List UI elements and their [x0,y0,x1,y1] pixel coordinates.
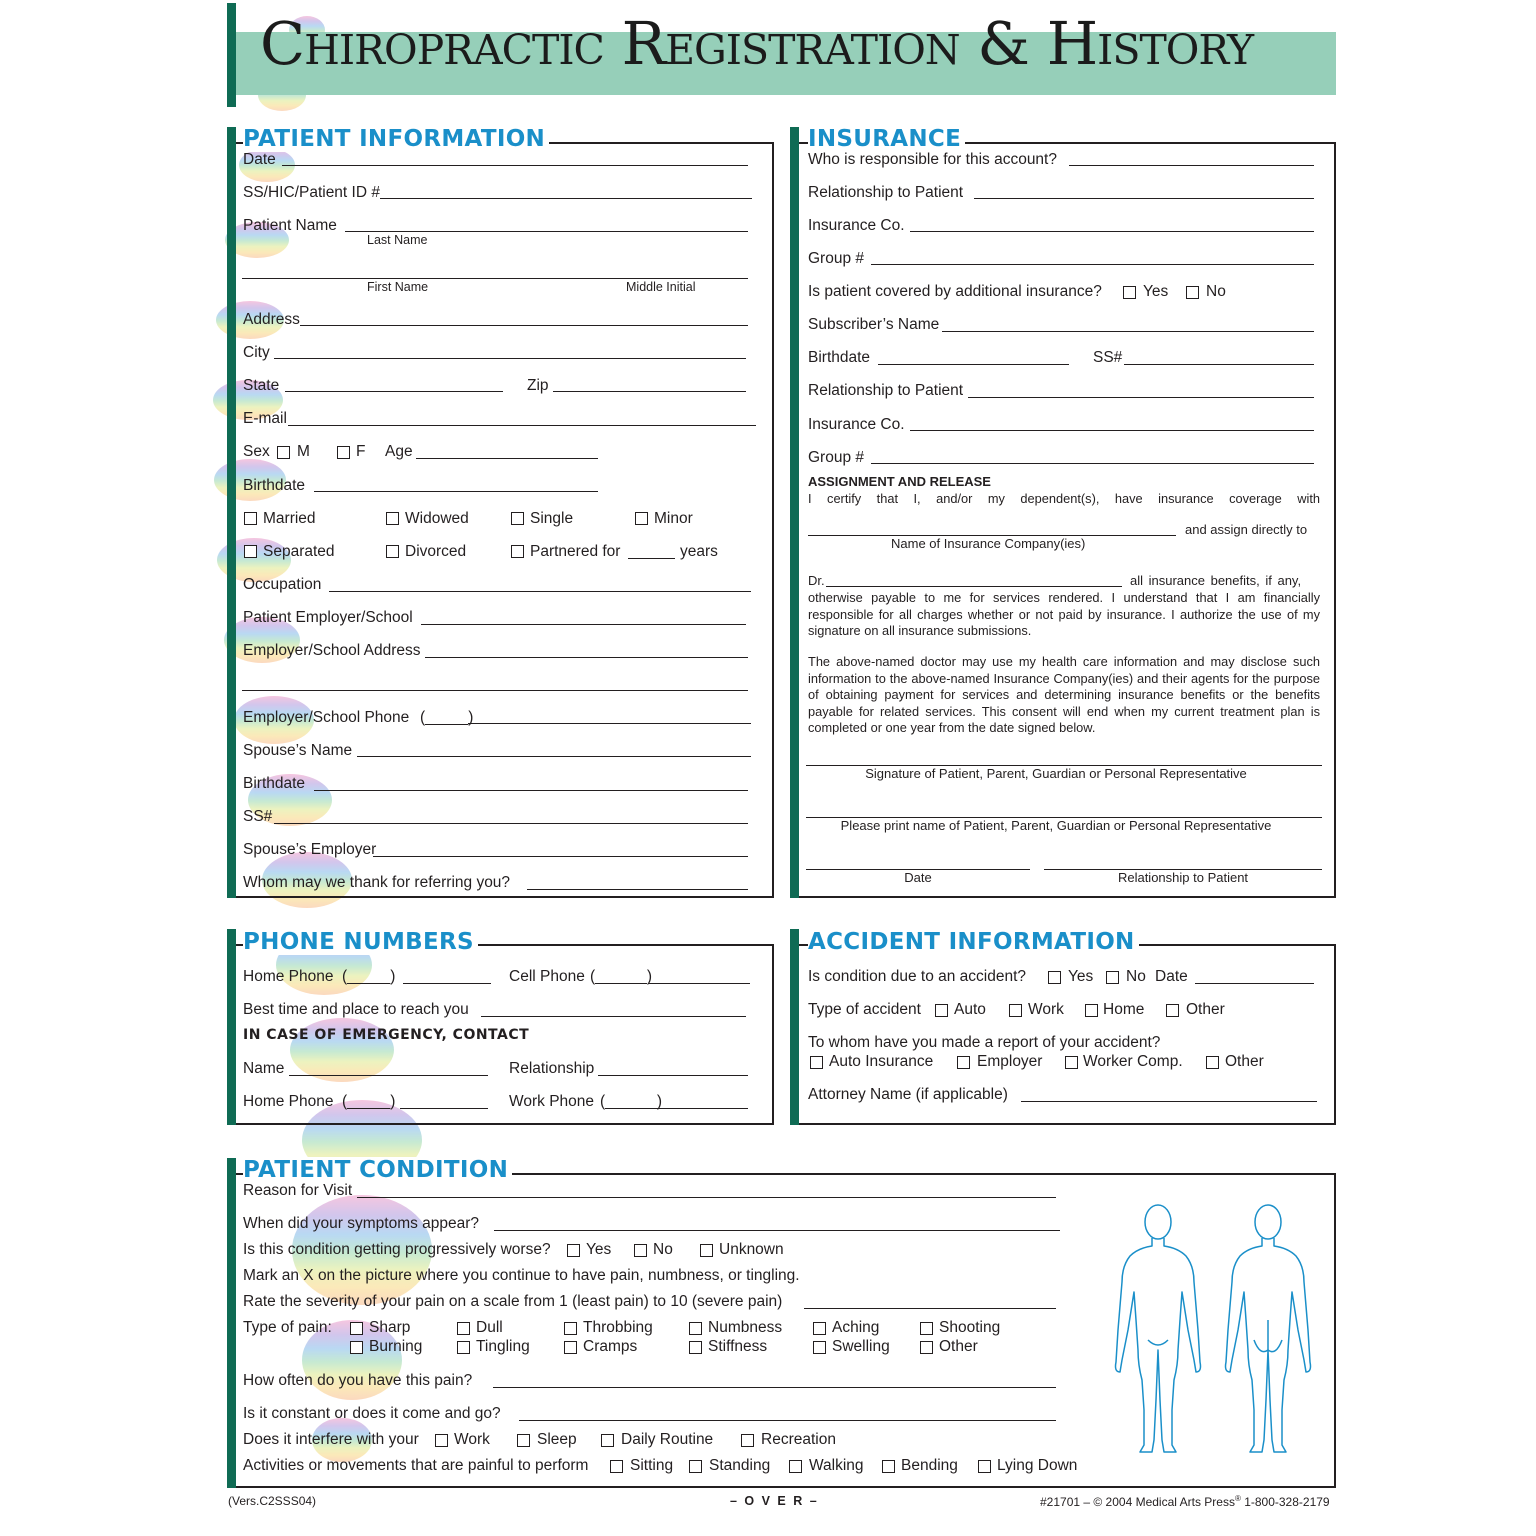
constant-field[interactable] [519,1420,1056,1421]
separated-checkbox[interactable] [244,545,257,558]
pain-tingling-label: Tingling [476,1338,530,1355]
referral-field[interactable] [527,889,748,890]
employer-phone-paren: (_____) [420,709,474,726]
spouse-birthdate-label: Birthdate [243,775,306,792]
pain-tingling-checkbox[interactable] [457,1341,470,1354]
ins-relationship2-field[interactable] [968,397,1314,398]
pain-burning-checkbox[interactable] [350,1341,363,1354]
accident-auto-label: Auto [954,1001,986,1018]
signature-caption: Signature of Patient, Parent, Guardian or Personal Representative [865,766,1247,781]
cell-phone-field[interactable] [648,983,750,984]
benefits-tail-text: all insurance benefits, if any, [1130,573,1302,588]
patient-info-heading: PATIENT INFORMATION [243,126,549,152]
painful-walking-label: Walking [809,1457,864,1474]
additional-yes-label: Yes [1143,283,1169,300]
first-name-field[interactable] [242,278,748,279]
worse-no-checkbox[interactable] [634,1244,647,1257]
report-other-label: Other [1225,1053,1264,1070]
pain-aching-checkbox[interactable] [813,1322,826,1335]
middle-initial-caption: Middle Initial [626,280,696,294]
painful-standing-label: Standing [709,1457,771,1474]
pain-sharp-checkbox[interactable] [350,1322,363,1335]
mark-x-instruction: Mark an X on the picture where you continue to have pain, numbness, or tingling. [243,1267,800,1284]
group-label: Group # [808,250,865,267]
employer-address-field-2[interactable] [242,690,748,691]
how-often-field[interactable] [493,1387,1056,1388]
emergency-work-phone-field[interactable] [656,1108,748,1109]
spouse-birthdate-field[interactable] [314,790,748,791]
minor-checkbox[interactable] [635,512,648,525]
painful-sitting-checkbox[interactable] [610,1460,623,1473]
interfere-recreation-label: Recreation [761,1431,836,1448]
birthdate-label: Birthdate [243,477,306,494]
worse-unknown-checkbox[interactable] [700,1244,713,1257]
report-other-checkbox[interactable] [1206,1056,1219,1069]
rate-label: Rate the severity of your pain on a scale from 1 (least pain) to 10 (severe pain) [243,1293,783,1310]
additional-insurance-label: Is patient covered by additional insurance? [808,283,1102,300]
address-label: Address [243,311,300,328]
ins-relationship-label: Relationship to Patient [808,184,964,201]
insurance-co2-label: Insurance Co. [808,416,905,433]
zip-label: Zip [527,377,549,394]
sign-date-caption: Date [904,870,932,885]
partnered-label: Partnered for [530,543,621,560]
interfere-work-label: Work [454,1431,490,1448]
date-label: Date [243,151,276,168]
reason-field[interactable] [357,1197,1056,1198]
ins-birthdate-label: Birthdate [808,349,871,366]
insurance-bar [790,127,799,898]
pain-swelling-label: Swelling [832,1338,890,1355]
ss-id-field[interactable] [380,198,752,199]
accident-work-checkbox[interactable] [1009,1004,1022,1017]
accident-auto-checkbox[interactable] [935,1004,948,1017]
painful-bending-checkbox[interactable] [882,1460,895,1473]
painful-lying-down-checkbox[interactable] [978,1460,991,1473]
body-front-diagram[interactable] [1108,1200,1208,1460]
worse-yes-checkbox[interactable] [567,1244,580,1257]
pain-shooting-checkbox[interactable] [920,1322,933,1335]
spouse-name-label: Spouse’s Name [243,742,353,759]
emergency-home-paren: (_____) [342,1093,396,1110]
doctor-name-field[interactable] [826,586,1122,587]
email-field[interactable] [288,425,756,426]
pain-numbness-checkbox[interactable] [689,1322,702,1335]
partnered-years-field[interactable] [628,558,675,559]
emergency-work-paren: (______) [600,1093,663,1110]
pain-dull-label: Dull [476,1319,503,1336]
interfere-sleep-checkbox[interactable] [517,1434,530,1447]
painful-label: Activities or movements that are painful to perform [243,1457,589,1474]
spouse-ss-field[interactable] [274,823,748,824]
pain-aching-label: Aching [832,1319,880,1336]
emergency-work-phone-label: Work Phone [509,1093,595,1110]
state-field[interactable] [285,391,503,392]
report-worker-comp-checkbox[interactable] [1065,1056,1078,1069]
accident-yes-checkbox[interactable] [1048,971,1061,984]
attorney-label: Attorney Name (if applicable) [808,1086,1008,1103]
worse-unknown-label: Unknown [719,1241,784,1258]
pain-cramps-label: Cramps [583,1338,638,1355]
single-checkbox[interactable] [511,512,524,525]
pain-other-checkbox[interactable] [920,1341,933,1354]
report-worker-comp-label: Worker Comp. [1083,1053,1183,1070]
accident-heading: ACCIDENT INFORMATION [808,929,1139,955]
report-label: To whom have you made a report of your accident? [808,1034,1161,1051]
employer-field[interactable] [421,624,746,625]
widowed-checkbox[interactable] [386,512,399,525]
age-label: Age [385,443,413,460]
certify-text: I certify that I, and/or my dependent(s), have insurance coverage with [808,491,1320,506]
interfere-recreation-checkbox[interactable] [741,1434,754,1447]
city-label: City [243,344,270,361]
sex-f-label: F [356,443,366,460]
financial-responsibility-text: otherwise payable to me for services rendered. I understand that I am financially responsible for all charges whether or not paid by insurance. I authorize the use of my signature on all insurance submissions. [808,590,1320,639]
patient-name-label: Patient Name [243,217,337,234]
accident-other-label: Other [1186,1001,1225,1018]
report-auto-insurance-label: Auto Insurance [829,1053,934,1070]
occupation-label: Occupation [243,576,322,593]
print-name-caption: Please print name of Patient, Parent, Guardian or Personal Representative [840,818,1272,833]
employer-label: Patient Employer/School [243,609,413,626]
page-title: Chiropractic Registration & History [260,9,1254,78]
city-field[interactable] [274,358,746,359]
report-employer-checkbox[interactable] [957,1056,970,1069]
accident-home-checkbox[interactable] [1085,1004,1098,1017]
body-back-diagram[interactable] [1218,1200,1318,1460]
symptoms-label: When did your symptoms appear? [243,1215,480,1232]
title-bar-accent [227,3,236,107]
accident-home-label: Home [1103,1001,1145,1018]
dr-label: Dr. [808,573,825,588]
over-text: – O V E R – [730,1494,819,1508]
ins-birthdate-field[interactable] [878,364,1069,365]
additional-no-label: No [1206,283,1226,300]
painful-sitting-label: Sitting [630,1457,674,1474]
version-text: (Vers.C2SSS04) [228,1494,317,1508]
interfere-daily-routine-label: Daily Routine [621,1431,714,1448]
sex-label: Sex [243,443,270,460]
group2-field[interactable] [871,463,1314,464]
ins-relationship2-label: Relationship to Patient [808,382,964,399]
accident-work-label: Work [1028,1001,1064,1018]
ins-ss-field[interactable] [1124,364,1314,365]
attorney-field[interactable] [1021,1101,1317,1102]
group-field[interactable] [871,264,1314,265]
worse-label: Is this condition getting progressively worse? [243,1241,551,1258]
worse-yes-label: Yes [586,1241,612,1258]
married-checkbox[interactable] [244,512,257,525]
single-label: Single [530,510,574,527]
interfere-sleep-label: Sleep [537,1431,577,1448]
emergency-relationship-label: Relationship [509,1060,595,1077]
last-name-caption: Last Name [367,233,428,247]
birthdate-field[interactable] [314,491,598,492]
assign-directly-text: and assign directly to [1185,522,1308,537]
insurance-co-field[interactable] [910,231,1314,232]
additional-no-checkbox[interactable] [1186,286,1199,299]
pain-burning-label: Burning [369,1338,423,1355]
home-phone-paren: (_____) [342,968,396,985]
spouse-employer-label: Spouse’s Employer [243,841,377,858]
painful-lying-down-label: Lying Down [997,1457,1078,1474]
sex-m-label: M [297,443,310,460]
registered-mark: ® [1234,1494,1241,1503]
consent-text: The above-named doctor may use my health care information and may disclose such information to the above-named Insurance Company(ies) and their agents for the purpose of obtaining payment for services and determining insurance benefits or the benefits payable for related services. This consent will end when my current treatment plan is completed or one year from the date signed below. [808,654,1320,736]
spouse-employer-field[interactable] [373,856,748,857]
interfere-daily-routine-checkbox[interactable] [601,1434,614,1447]
spouse-name-field[interactable] [357,756,751,757]
painful-walking-checkbox[interactable] [789,1460,802,1473]
condition-bar [227,1158,236,1488]
separated-label: Separated [263,543,335,560]
responsible-label: Who is responsible for this account? [808,151,1057,168]
ss-id-label: SS/HIC/Patient ID # [243,184,380,201]
constant-label: Is it constant or does it come and go? [243,1405,501,1422]
spouse-ss-label: SS# [243,808,273,825]
group2-label: Group # [808,449,865,466]
pain-numbness-label: Numbness [708,1319,783,1336]
pain-shooting-label: Shooting [939,1319,1001,1336]
copyright-text [1040,1494,1330,1509]
worse-no-label: No [653,1241,673,1258]
accident-no-label: No [1126,968,1146,985]
painful-standing-checkbox[interactable] [689,1460,702,1473]
ins-ss-label: SS# [1093,349,1123,366]
report-employer-label: Employer [977,1053,1043,1070]
responsible-field[interactable] [1069,165,1314,166]
insurance-heading: INSURANCE [808,126,965,152]
emergency-home-phone-label: Home Phone [243,1093,334,1110]
pain-other-label: Other [939,1338,978,1355]
accident-date-field[interactable] [1195,983,1314,984]
referral-label: Whom may we thank for referring you? [243,874,511,891]
age-field[interactable] [416,458,598,459]
best-time-field[interactable] [481,1016,746,1017]
accident-no-checkbox[interactable] [1106,971,1119,984]
phone-bar [227,929,236,1125]
copyright-main: #21701 – © 2004 Medical Arts Press [1040,1495,1235,1509]
accident-bar [790,929,799,1125]
condition-heading: PATIENT CONDITION [243,1157,512,1183]
minor-label: Minor [654,510,693,527]
employer-address-label: Employer/School Address [243,642,421,659]
type-pain-label: Type of pain: [243,1319,332,1336]
email-label: E-mail [243,410,287,427]
divorced-checkbox[interactable] [386,545,399,558]
pain-throbbing-checkbox[interactable] [564,1322,577,1335]
home-phone-label: Home Phone [243,968,334,985]
pain-swelling-checkbox[interactable] [813,1341,826,1354]
years-label: years [680,543,718,560]
accident-due-label: Is condition due to an accident? [808,968,1027,985]
interfere-label: Does it interfere with your [243,1431,419,1448]
cell-phone-paren: (______) [590,968,653,985]
reason-label: Reason for Visit [243,1182,353,1199]
married-label: Married [263,510,316,527]
home-phone-field[interactable] [403,983,491,984]
pain-sharp-label: Sharp [369,1319,411,1336]
emergency-name-label: Name [243,1060,285,1077]
pain-dull-checkbox[interactable] [457,1322,470,1335]
emergency-home-phone-field[interactable] [400,1108,488,1109]
emergency-heading: IN CASE OF EMERGENCY, CONTACT [243,1027,530,1043]
divorced-label: Divorced [405,543,467,560]
date-field[interactable] [282,165,748,166]
emergency-name-field[interactable] [289,1075,488,1076]
pain-stiffness-checkbox[interactable] [689,1341,702,1354]
emergency-relationship-field[interactable] [598,1075,748,1076]
patient-info-box [236,142,774,898]
insurance-box [799,142,1336,898]
accident-yes-label: Yes [1068,968,1094,985]
occupation-field[interactable] [329,591,751,592]
zip-field[interactable] [553,391,746,392]
subscriber-field[interactable] [942,331,1314,332]
best-time-label: Best time and place to reach you [243,1001,469,1018]
additional-yes-checkbox[interactable] [1123,286,1136,299]
cell-phone-label: Cell Phone [509,968,585,985]
symptoms-field[interactable] [494,1230,1060,1231]
sign-relationship-caption: Relationship to Patient [1117,870,1249,885]
painful-bending-label: Bending [901,1457,958,1474]
employer-address-field[interactable] [425,657,748,658]
employer-phone-label: Employer/School Phone [243,709,410,726]
state-label: State [243,377,280,394]
pain-stiffness-label: Stiffness [708,1338,768,1355]
accident-date-label: Date [1155,968,1188,985]
accident-type-label: Type of accident [808,1001,921,1018]
address-field[interactable] [300,325,748,326]
rate-field[interactable] [804,1308,1056,1309]
ins-relationship-field[interactable] [974,198,1314,199]
report-auto-insurance-checkbox[interactable] [810,1056,823,1069]
insurance-co2-field[interactable] [910,430,1314,431]
first-name-caption: First Name [367,280,429,294]
interfere-work-checkbox[interactable] [435,1434,448,1447]
employer-phone-field[interactable] [468,723,751,724]
company-caption: Name of Insurance Company(ies) [891,536,1086,551]
assignment-heading: ASSIGNMENT AND RELEASE [808,474,991,489]
pain-throbbing-label: Throbbing [583,1319,653,1336]
widowed-label: Widowed [405,510,469,527]
phone-heading: PHONE NUMBERS [243,929,478,955]
partnered-checkbox[interactable] [511,545,524,558]
pain-cramps-checkbox[interactable] [564,1341,577,1354]
subscriber-label: Subscriber’s Name [808,316,940,333]
insurance-co-label: Insurance Co. [808,217,905,234]
footer-phone: 1-800-328-2179 [1240,1495,1330,1509]
sex-f-checkbox[interactable] [337,446,350,459]
accident-other-checkbox[interactable] [1166,1004,1179,1017]
patient-info-bar [227,127,236,898]
how-often-label: How often do you have this pain? [243,1372,473,1389]
sex-m-checkbox[interactable] [277,446,290,459]
last-name-field[interactable] [345,231,748,232]
